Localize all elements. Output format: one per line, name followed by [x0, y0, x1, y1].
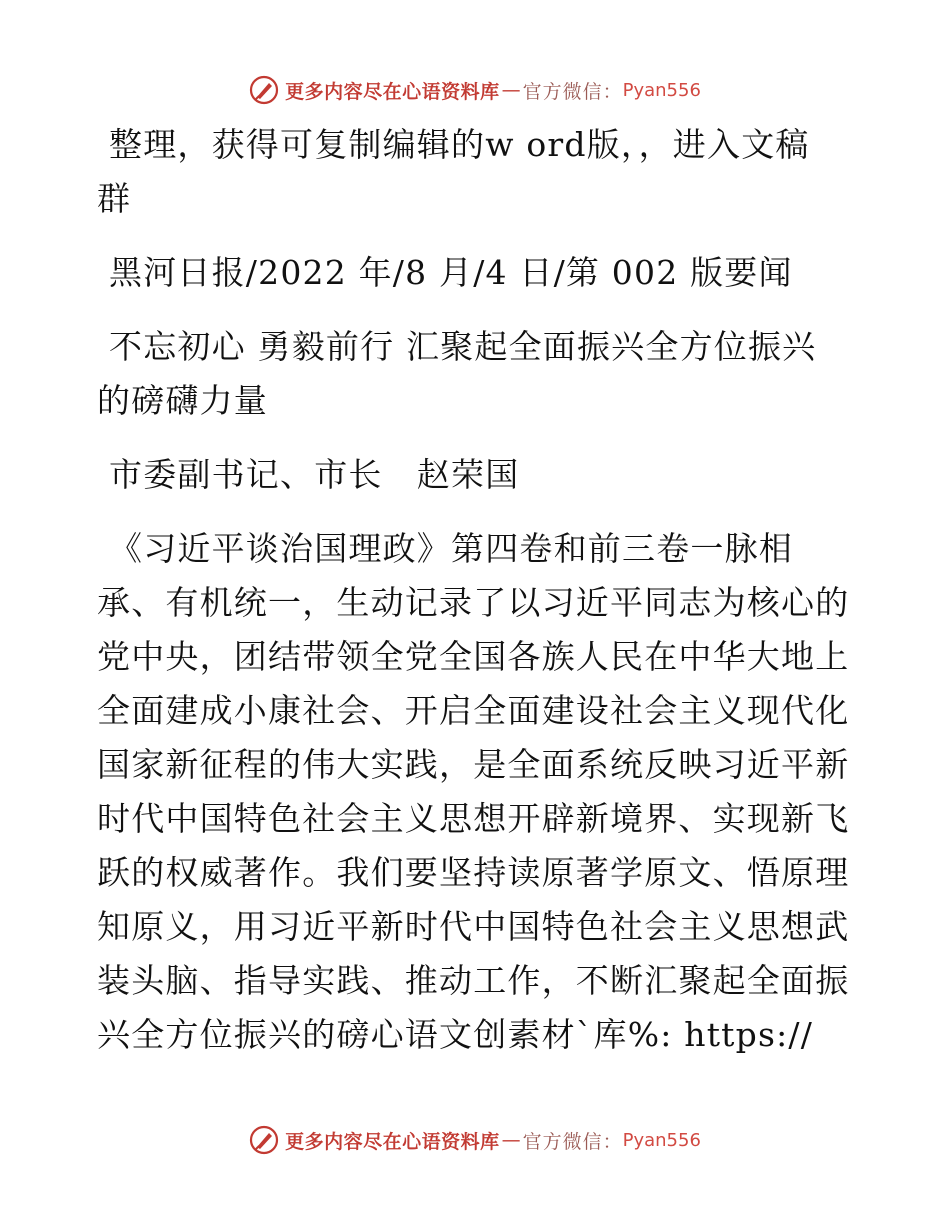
intro-line-1: 整理，获得可复制编辑的w ord版，，进入文稿	[109, 125, 810, 164]
body-line: 跃的权威著作。我们要坚持读原著学原文、悟原理	[97, 853, 850, 892]
article-title-line-2: 的磅礴力量	[97, 381, 268, 420]
body-line: 时代中国特色社会主义思想开辟新境界、实现新飞	[97, 799, 850, 838]
banner-dash: —	[501, 1129, 521, 1151]
document-body	[97, 118, 857, 1062]
quill-pen-icon	[249, 1125, 279, 1155]
body-line: 党中央，团结带领全党全国各族人民在中华大地上	[97, 637, 850, 676]
banner-official-label: 官方微信：	[522, 1130, 623, 1153]
body-line: 国家新征程的伟大实践，是全面系统反映习近平新	[97, 745, 850, 784]
source-line: 黑河日报/2022 年/8 月/4 日/第 002 版要闻	[109, 253, 793, 292]
banner-main-text: 更多内容尽在心语资料库	[285, 1130, 500, 1153]
banner-official-label: 官方微信：	[522, 80, 623, 103]
banner-wechat-id: Pyan556	[622, 79, 701, 101]
intro-line-2: 群	[97, 179, 132, 218]
footer-watermark-banner	[0, 1120, 950, 1160]
article-title-line-1: 不忘初心 勇毅前行 汇聚起全面振兴全方位振兴	[109, 327, 817, 366]
body-line: 承、有机统一，生动记录了以习近平同志为核心的	[97, 583, 850, 622]
banner-wechat-id: Pyan556	[622, 1129, 701, 1151]
body-line: 装头脑、指导实践、推动工作，不断汇聚起全面振	[97, 961, 850, 1000]
body-line: 全面建成小康社会、开启全面建设社会主义现代化	[97, 691, 850, 730]
banner-main-text: 更多内容尽在心语资料库	[285, 80, 500, 103]
author-line: 市委副书记、市长 赵荣国	[109, 455, 520, 494]
body-line: 知原义，用习近平新时代中国特色社会主义思想武	[97, 907, 850, 946]
quill-pen-icon	[249, 75, 279, 105]
body-line: 兴全方位振兴的磅心语文创素材`库%: https://	[97, 1015, 814, 1054]
body-line: 《习近平谈治国理政》第四卷和前三卷一脉相	[109, 529, 793, 568]
header-watermark-banner	[0, 70, 950, 110]
body-paragraph	[97, 522, 857, 1062]
banner-dash: —	[501, 79, 521, 101]
